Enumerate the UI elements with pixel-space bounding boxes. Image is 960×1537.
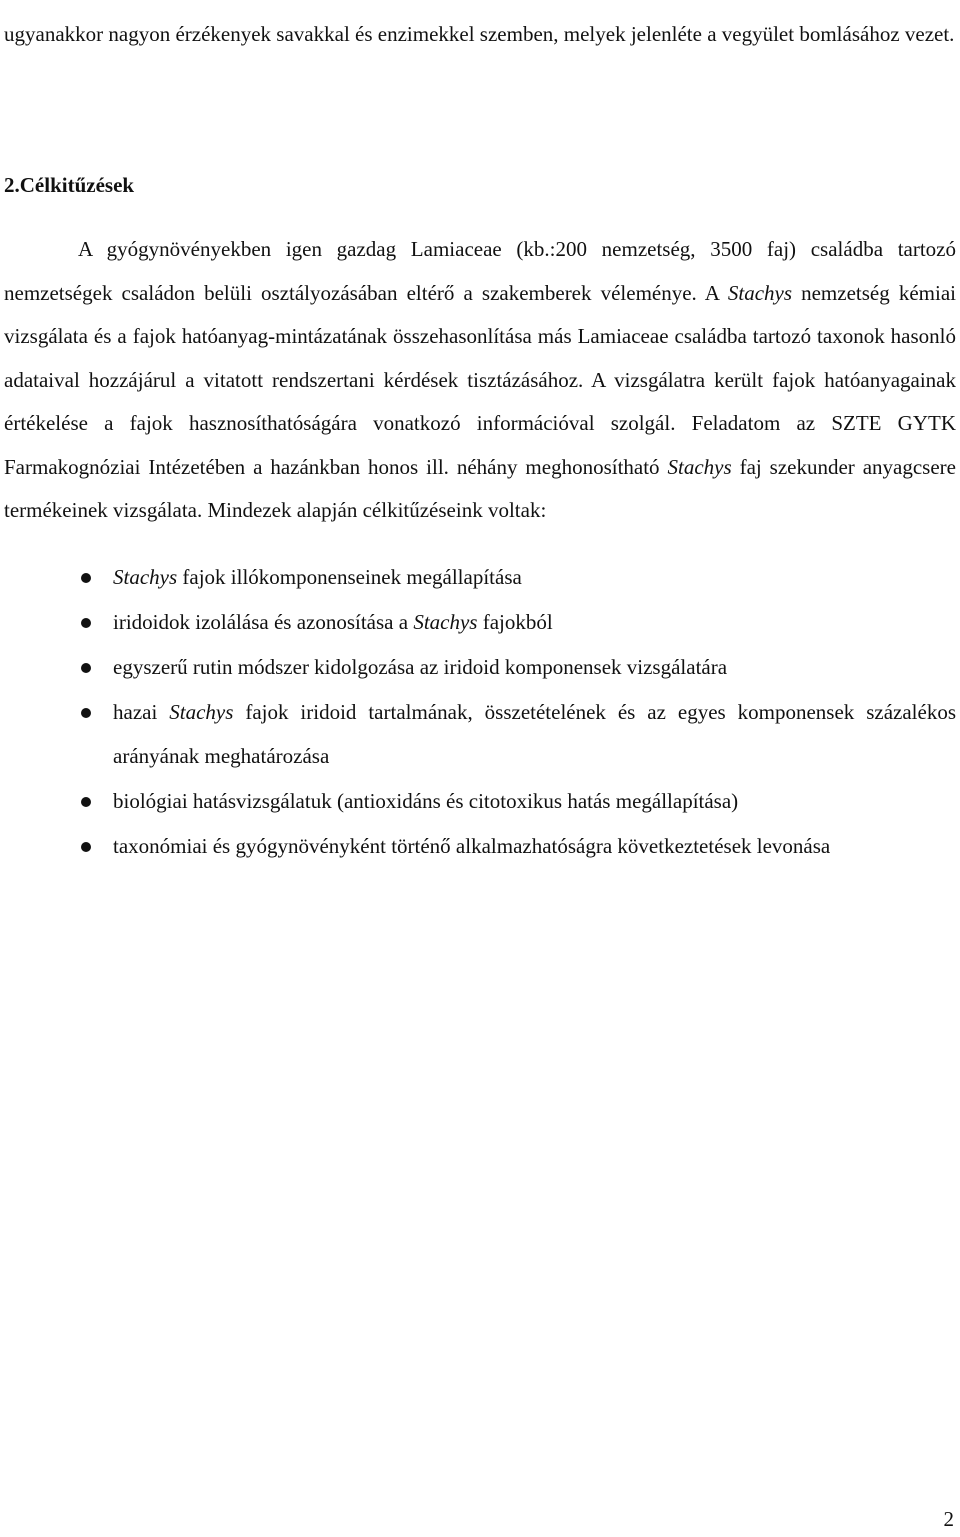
- main-paragraph-italic-1: Stachys: [727, 280, 793, 305]
- list-item-text: egyszerű rutin módszer kidolgozása az iridoid komponensek vizsgálatára: [113, 655, 728, 679]
- list-item-text: hazai: [113, 700, 170, 724]
- section-heading: 2.Célkitűzések: [4, 173, 135, 197]
- top-paragraph: ugyanakkor nagyon érzékenyek savakkal és enzimekkel szemben, melyek jelenléte a vegyület bomlásához vezet.: [4, 22, 955, 46]
- main-paragraph: [4, 228, 956, 533]
- list-item: [0, 646, 956, 690]
- list-item: [0, 556, 956, 600]
- main-paragraph-text-1: A gyógynövényekben igen gazdag Lamiaceae (kb.:200 nemzetség, 3500 faj) családba tartozó nemzetségek családon belüli osztályozásában eltérő a szakemberek véleménye. A: [4, 237, 956, 305]
- bullet-icon: [81, 708, 91, 718]
- bullet-icon: [81, 663, 91, 673]
- main-paragraph-text-2: nemzetség kémiai vizsgálata és a fajok hatóanyag-mintázatának összehasonlítása más Lamiaceae családba tartozó taxonok hasonló adataival hozzájárul a vitatott rendszertani kérdések tisztázásához. A vizsgálatra került fajok hatóanyagainak értékelése a fajok hasznosíthatóságára vonatkozó információval szolgál. Feladatom az SZTE GYTK Farmakognóziai Intézetében a hazánkban honos ill. néhány meghonosítható: [4, 280, 956, 479]
- list-item-text: iridoidok izolálása és azonosítása a: [113, 610, 414, 634]
- bullet-icon: [81, 573, 91, 583]
- list-item-italic: Stachys: [113, 565, 178, 589]
- list-item: [0, 601, 956, 645]
- main-paragraph-italic-2: Stachys: [667, 454, 732, 479]
- objectives-list: [0, 556, 956, 870]
- list-item: [0, 780, 956, 824]
- main-paragraph-text-3: faj szekunder anyagcsere termékeinek vizsgálata. Mindezek alapján célkitűzéseink voltak:: [4, 454, 956, 522]
- bullet-icon: [81, 618, 91, 628]
- list-item: [0, 691, 956, 778]
- list-item-text: fajok illókomponenseinek megállapítása: [177, 565, 522, 589]
- list-item-text: fajokból: [477, 610, 553, 634]
- list-item-text: fajok iridoid tartalmának, összetételének és az egyes komponensek százalékos arányának meghatározása: [113, 700, 956, 768]
- bullet-icon: [81, 797, 91, 807]
- list-item-text: taxonómiai és gyógynövényként történő alkalmazhatóságra következtetések levonása: [113, 833, 831, 858]
- list-item-italic: Stachys: [413, 610, 478, 634]
- page-number: 2: [943, 1507, 954, 1531]
- list-item-italic: Stachys: [169, 700, 234, 724]
- list-item-text: biológiai hatásvizsgálatuk (antioxidáns és citotoxikus hatás megállapítása): [113, 788, 739, 813]
- list-item: [0, 825, 956, 869]
- bullet-icon: [81, 842, 91, 852]
